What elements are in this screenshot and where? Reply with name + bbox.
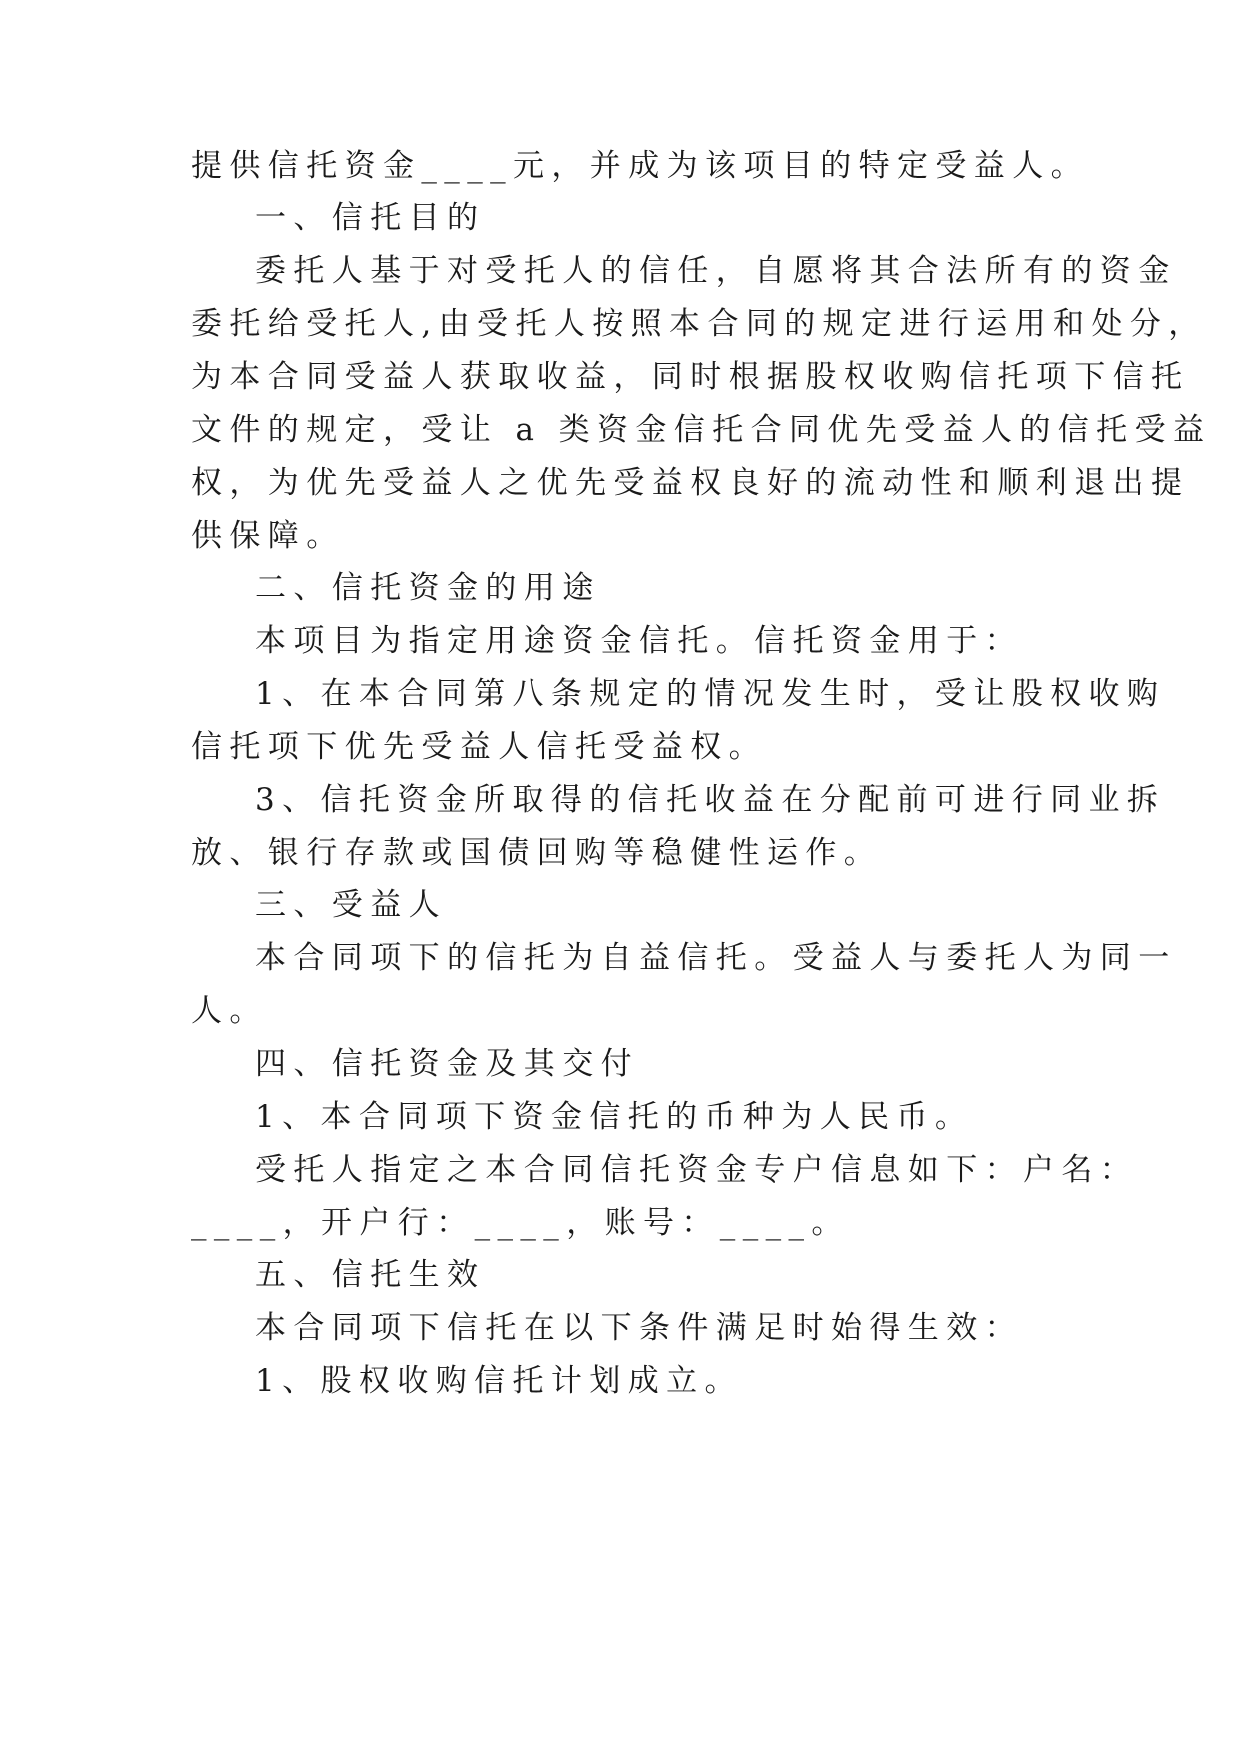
text-line: 权，为优先受益人之优先受益权良好的流动性和顺利退出提 — [191, 465, 1190, 501]
text-line: 3、信托资金所取得的信托收益在分配前可进行同业拆 — [255, 782, 1166, 818]
text-line: 人。 — [191, 993, 268, 1029]
text-line: 本合同项下的信托为自益信托。受益人与委托人为同一 — [255, 940, 1177, 976]
text-line: 1、本合同项下资金信托的币种为人民币。 — [255, 1099, 974, 1135]
text-line: ____，开户行：____，账号：____。 — [191, 1205, 850, 1241]
text-line: 本合同项下信托在以下条件满足时始得生效： — [255, 1310, 1023, 1346]
text-line: 放、银行存款或国债回购等稳健性运作。 — [191, 835, 883, 871]
text-line: 受托人指定之本合同信托资金专户信息如下：户名： — [255, 1152, 1139, 1188]
section-heading: 五、信托生效 — [255, 1257, 486, 1293]
section-heading: 三、受益人 — [255, 887, 447, 923]
text-line: 1、股权收购信托计划成立。 — [255, 1363, 743, 1399]
text-line: 提供信托资金____元，并成为该项目的特定受益人。 — [191, 148, 1089, 184]
section-heading: 二、信托资金的用途 — [255, 570, 601, 606]
text-line: 委托人基于对受托人的信任，自愿将其合法所有的资金 — [255, 253, 1177, 289]
text-line: 委托给受托人,由受托人按照本合同的规定进行运用和处分， — [191, 306, 1207, 342]
section-heading: 四、信托资金及其交付 — [255, 1046, 639, 1082]
text-line: 供保障。 — [191, 518, 345, 554]
text-line: 文件的规定，受让 a 类资金信托合同优先受益人的信托受益 — [191, 412, 1212, 448]
text-line: 1、在本合同第八条规定的情况发生时，受让股权收购 — [255, 676, 1166, 712]
text-line: 本项目为指定用途资金信托。信托资金用于： — [255, 623, 1023, 659]
text-line: 信托项下优先受益人信托受益权。 — [191, 729, 767, 765]
text-line: 为本合同受益人获取收益，同时根据股权收购信托项下信托 — [191, 359, 1190, 395]
section-heading: 一、信托目的 — [255, 200, 486, 236]
